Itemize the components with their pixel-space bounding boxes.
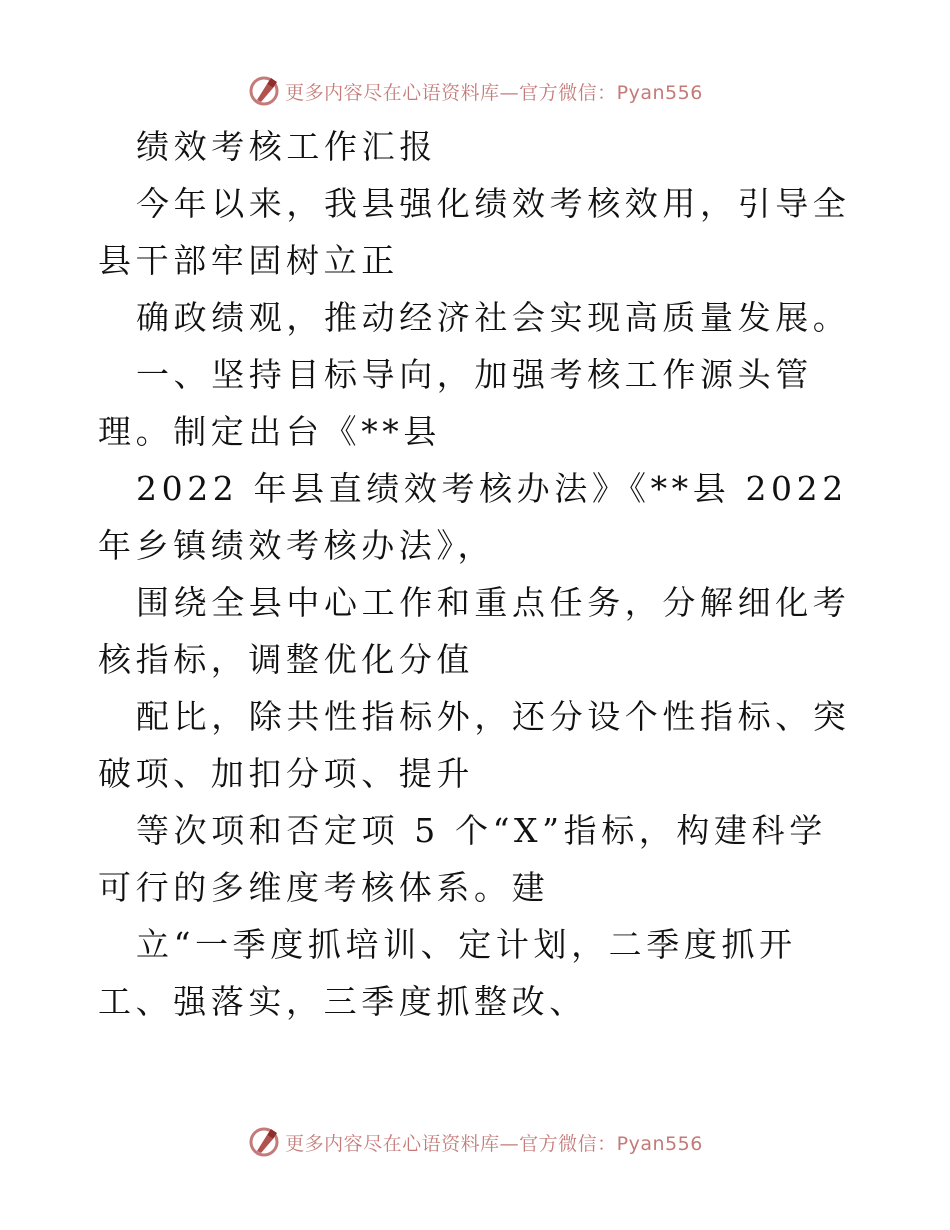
paragraph-6: 配比，除共性指标外，还分设个性指标、突破项、加扣分项、提升 <box>98 697 851 793</box>
watermark-wechat-id: Pyan556 <box>616 1132 703 1155</box>
footer-watermark <box>0 1122 950 1162</box>
pen-nib-circle-icon <box>247 74 281 108</box>
paragraph-2: 确政绩观，推动经济社会实现高质量发展。 <box>136 298 851 337</box>
watermark-text: 更多内容尽在心语资料库—官方微信：Pyan556 <box>285 1132 703 1155</box>
header-watermark <box>0 71 950 111</box>
paragraph-5: 围绕全县中心工作和重点任务，分解细化考核指标，调整优化分值 <box>98 583 851 679</box>
document-title: 绩效考核工作汇报 <box>136 127 437 166</box>
paragraph-3: 一、坚持目标导向，加强考核工作源头管理。制定出台《**县 <box>98 355 813 451</box>
watermark-text: 更多内容尽在心语资料库—官方微信：Pyan556 <box>285 81 703 104</box>
paragraph-8: 立“一季度抓培训、定计划，二季度抓开工、强落实，三季度抓整改、 <box>98 925 797 1021</box>
paragraph-4: 2022 年县直绩效考核办法》《**县 2022 年乡镇绩效考核办法》， <box>98 469 848 565</box>
paragraph-7: 等次项和否定项 5 个“X”指标，构建科学可行的多维度考核体系。建 <box>98 811 827 907</box>
document-body <box>98 118 858 1030</box>
pen-nib-circle-icon <box>247 1125 281 1159</box>
paragraph-1: 今年以来，我县强化绩效考核效用，引导全县干部牢固树立正 <box>98 184 851 280</box>
watermark-wechat-id: Pyan556 <box>616 81 703 104</box>
